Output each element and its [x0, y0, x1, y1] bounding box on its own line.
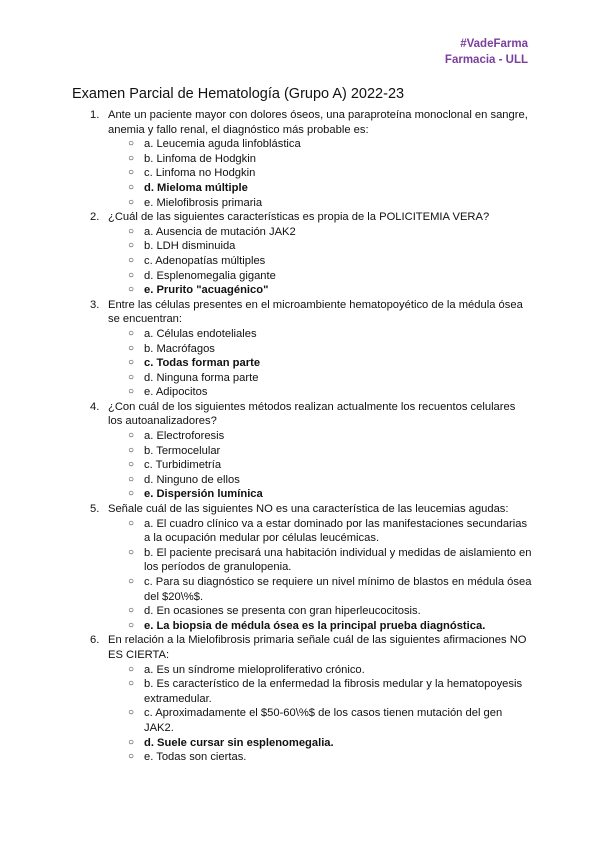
option-text: a. Leucemia aguda linfoblástica: [144, 138, 301, 151]
option-text: e. Dispersión lumínica: [144, 488, 263, 501]
question-item: [72, 633, 532, 764]
option-item: [108, 458, 532, 473]
option-list: [108, 225, 532, 298]
option-text: d. Ninguno de ellos: [144, 473, 240, 486]
circle-bullet-icon: ○: [128, 707, 135, 719]
option-item-correct: [108, 283, 532, 298]
option-text: b. El paciente precisará una habitación individual y medidas de aislamiento en los períodos de granulopenia.: [144, 546, 532, 574]
option-item: [108, 575, 532, 604]
option-item: [108, 254, 532, 269]
option-item: [108, 473, 532, 488]
option-text: b. Linfoma de Hodgkin: [144, 152, 256, 165]
option-item: [108, 677, 532, 706]
question-number: 4.: [90, 400, 100, 413]
circle-bullet-icon: ○: [128, 138, 135, 150]
option-item: [108, 371, 532, 386]
option-text: d. Esplenomegalia gigante: [144, 269, 276, 282]
document-title: Examen Parcial de Hematología (Grupo A) 2022-23: [72, 86, 405, 102]
option-item: [108, 429, 532, 444]
option-item-correct: [108, 356, 532, 371]
option-text: d. Ninguna forma parte: [144, 371, 259, 384]
circle-bullet-icon: ○: [128, 546, 135, 558]
question-text: En relación a la Mielofibrosis primaria señale cuál de las siguientes afirmaciones NO ES CIERTA:: [108, 634, 527, 661]
circle-bullet-icon: ○: [128, 357, 135, 369]
option-text: d. En ocasiones se presenta con gran hiperleucocitosis.: [144, 605, 421, 618]
circle-bullet-icon: ○: [128, 751, 135, 763]
question-item: [72, 502, 532, 633]
option-list: [108, 517, 532, 634]
circle-bullet-icon: ○: [128, 152, 135, 164]
option-item: [108, 196, 532, 211]
option-item: [108, 166, 532, 181]
circle-bullet-icon: ○: [128, 269, 135, 281]
option-item: [108, 152, 532, 167]
circle-bullet-icon: ○: [128, 240, 135, 252]
circle-bullet-icon: ○: [128, 254, 135, 266]
option-list: [108, 429, 532, 502]
option-text: c. Todas forman parte: [144, 357, 261, 370]
option-text: e. Todas son ciertas.: [144, 751, 247, 764]
option-text: a. Electroforesis: [144, 430, 225, 443]
option-item: [108, 750, 532, 765]
option-item: [108, 269, 532, 284]
option-text: c. Turbidimetría: [144, 459, 222, 472]
question-list: [72, 108, 532, 765]
circle-bullet-icon: ○: [128, 181, 135, 193]
option-text: d. Mieloma múltiple: [144, 181, 248, 194]
option-text: d. Suele cursar sin esplenomegalia.: [144, 736, 334, 749]
circle-bullet-icon: ○: [128, 488, 135, 500]
option-item-correct: [108, 736, 532, 751]
option-list: [108, 327, 532, 400]
question-number: 5.: [90, 503, 100, 516]
option-item: [108, 604, 532, 619]
option-text: b. Termocelular: [144, 444, 221, 457]
circle-bullet-icon: ○: [128, 444, 135, 456]
circle-bullet-icon: ○: [128, 605, 135, 617]
circle-bullet-icon: ○: [128, 663, 135, 675]
option-text: b. Macrófagos: [144, 342, 215, 355]
question-item: [72, 108, 532, 210]
option-item: [108, 385, 532, 400]
circle-bullet-icon: ○: [128, 342, 135, 354]
option-list: [108, 137, 532, 210]
option-item: [108, 327, 532, 342]
header-tag: #VadeFarma: [460, 38, 528, 50]
circle-bullet-icon: ○: [128, 430, 135, 442]
question-number: 6.: [90, 634, 100, 647]
option-item-correct: [108, 487, 532, 502]
circle-bullet-icon: ○: [128, 473, 135, 485]
header-source: Farmacia - ULL: [444, 54, 528, 66]
circle-bullet-icon: ○: [128, 619, 135, 631]
question-item: [72, 400, 532, 502]
circle-bullet-icon: ○: [128, 576, 135, 587]
question-number: 3.: [90, 298, 100, 311]
option-text: e. Mielofibrosis primaria: [144, 196, 263, 209]
option-item: [108, 546, 532, 575]
option-item: [108, 137, 532, 152]
option-list: [108, 663, 532, 765]
circle-bullet-icon: ○: [128, 327, 135, 339]
circle-bullet-icon: ○: [128, 284, 135, 296]
option-item: [108, 444, 532, 459]
option-text: c. Linfoma no Hodgkin: [144, 167, 256, 180]
circle-bullet-icon: ○: [128, 386, 135, 398]
circle-bullet-icon: ○: [128, 736, 135, 748]
option-item: [108, 706, 532, 735]
option-item: [108, 663, 532, 678]
circle-bullet-icon: ○: [128, 678, 135, 690]
question-text: Ante un paciente mayor con dolores óseos, una paraproteína monoclonal en sangre, anemia y fallo renal, el diagnóstico más probable es:: [108, 109, 528, 136]
option-item-correct: [108, 181, 532, 196]
option-text: c. Adenopatías múltiples: [144, 254, 266, 267]
option-item: [108, 225, 532, 240]
option-text: e. Adipocitos: [144, 386, 208, 399]
question-number: 1.: [90, 109, 100, 121]
question-item: [72, 210, 532, 298]
option-text: a. Células endoteliales: [144, 327, 257, 340]
option-item: [108, 342, 532, 357]
question-item: [72, 298, 532, 400]
option-text: a. El cuadro clínico va a estar dominado por las manifestaciones secundarias a la ocupación medular por células leucémicas.: [144, 517, 528, 545]
option-text: c. Para su diagnóstico se requiere un nivel mínimo de blastos en médula ósea del $20\%$.: [144, 576, 532, 603]
option-text: e. Prurito "acuagénico": [144, 284, 269, 297]
option-text: b. LDH disminuida: [144, 240, 236, 253]
page-header: [445, 36, 528, 68]
question-text: ¿Cuál de las siguientes características es propia de la POLICITEMIA VERA?: [108, 211, 490, 224]
question-text: Entre las células presentes en el microambiente hematopoyético de la médula ósea se encuentran:: [108, 298, 523, 326]
question-number: 2.: [90, 211, 100, 224]
option-item: [108, 517, 532, 546]
option-item-correct: [108, 619, 532, 634]
question-text: Señale cuál de las siguientes NO es una característica de las leucemias agudas:: [108, 503, 509, 516]
option-text: c. Aproximadamente el $50-60\%$ de los casos tienen mutación del gen JAK2.: [144, 707, 503, 734]
option-item: [108, 239, 532, 254]
circle-bullet-icon: ○: [128, 517, 135, 529]
option-text: a. Es un síndrome mieloproliferativo crónico.: [144, 663, 365, 676]
circle-bullet-icon: ○: [128, 459, 135, 471]
option-text: e. La biopsia de médula ósea es la principal prueba diagnóstica.: [144, 619, 486, 632]
circle-bullet-icon: ○: [128, 225, 135, 237]
option-text: b. Es característico de la enfermedad la fibrosis medular y la hematopoyesis extramedular.: [144, 678, 523, 705]
circle-bullet-icon: ○: [128, 371, 135, 383]
circle-bullet-icon: ○: [128, 167, 135, 179]
option-text: a. Ausencia de mutación JAK2: [144, 225, 296, 238]
circle-bullet-icon: ○: [128, 196, 135, 208]
question-text: ¿Con cuál de los siguientes métodos realizan actualmente los recuentos celulares los autoanalizadores?: [108, 400, 516, 428]
